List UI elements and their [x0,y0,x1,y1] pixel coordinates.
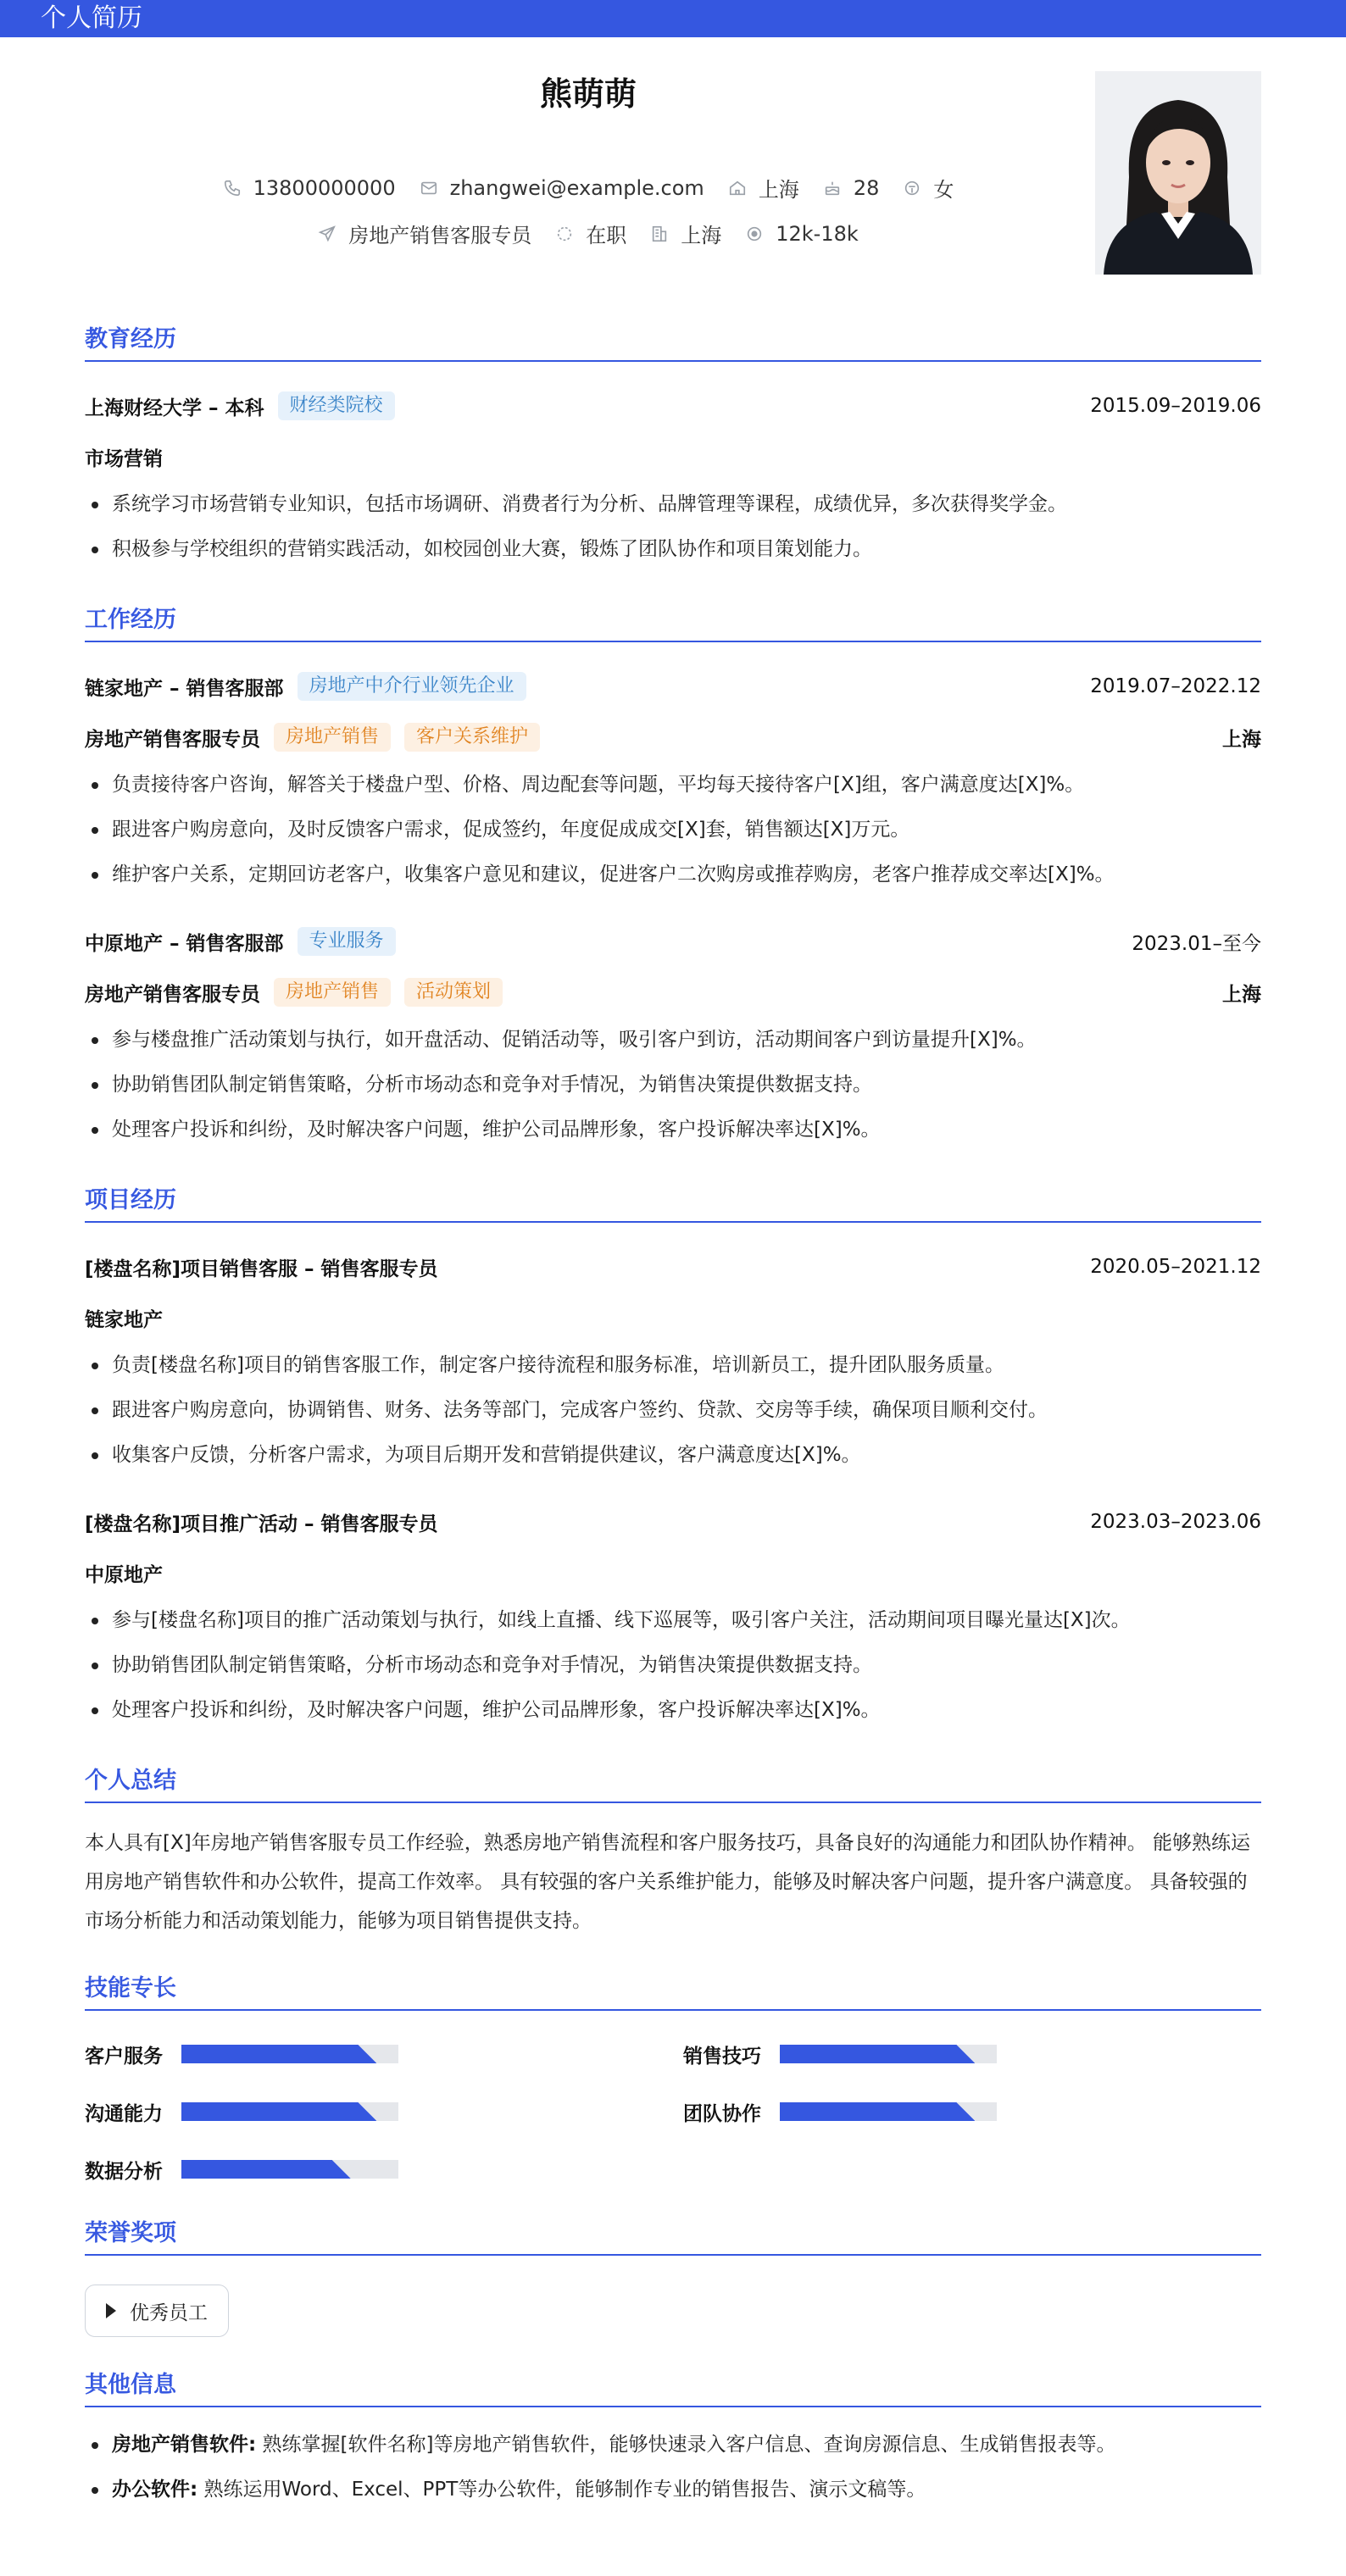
list-item: 跟进客户购房意向，协调销售、财务、法务等部门，完成客户签约、贷款、交房等手续，确保项目顺利交付。 [85,1388,1261,1433]
project-company: 中原地产 [85,1563,163,1586]
list-item: 处理客户投诉和纠纷，及时解决客户问题，维护公司品牌形象，客户投诉解决率达[X]%。 [85,1688,1261,1733]
skill-bar [780,2102,997,2121]
position-item [318,219,531,248]
skill-tag: 房地产销售 [274,723,391,752]
skill-name: 团队协作 [683,2102,761,2125]
email-item [420,176,704,200]
other-section [85,2366,1261,2512]
skills-section [85,1969,1261,2185]
top-bar-title: 个人简历 [41,3,142,33]
list-item: 跟进客户购房意向，及时反馈客户需求，促成签约，年度促成成交[X]套，销售额达[X]万元。 [85,808,1261,852]
awards-section [85,2214,1261,2337]
contact-row [85,173,1092,203]
send-icon [318,225,336,243]
hometown-text: 上海 [758,178,799,202]
project-bullets [85,1343,1261,1478]
project-date: 2020.05–2021.12 [1090,1256,1261,1278]
skill-name: 客户服务 [85,2045,163,2068]
building-icon [650,225,669,243]
other-text: 熟练掌握[软件名称]等房地产销售软件，能够快速录入客户信息、查询房源信息、生成销售报表等。 [262,2434,1116,2456]
project-bullets [85,1598,1261,1733]
top-bar [0,0,1346,37]
education-heading: 教育经历 [85,320,1261,362]
list-item: 收集客户反馈，分析客户需求，为项目后期开发和营销提供建议，客户满意度达[X]%。 [85,1433,1261,1478]
award-label: 优秀员工 [130,2301,208,2324]
age-item [823,176,880,200]
skill-name: 销售技巧 [683,2045,761,2068]
company-tag: 房地产中介行业领先企业 [298,672,526,701]
school-tag: 财经类院校 [278,391,395,420]
project-entry-2 [85,1496,1261,1733]
candidate-name: 熊萌萌 [539,75,637,113]
list-item: 协助销售团队制定销售策略，分析市场动态和竞争对手情况，为销售决策提供数据支持。 [85,1063,1261,1108]
school-title: 上海财经大学 – 本科 [85,397,264,419]
work-entry-1 [85,661,1261,897]
work-date: 2019.07–2022.12 [1090,675,1261,697]
city-item [650,219,721,248]
list-item: 负责接待客户咨询，解答关于楼盘户型、价格、周边配套等问题，平均每天接待客户[X]组，客户满意度达[X]%。 [85,763,1261,808]
skill-name: 沟通能力 [85,2102,163,2125]
work-heading: 工作经历 [85,601,1261,642]
list-item: 处理客户投诉和纠纷，及时解决客户问题，维护公司品牌形象，客户投诉解决率达[X]%。 [85,1108,1261,1152]
role-text: 房地产销售客服专员 [85,983,260,1006]
list-item [85,2423,1261,2468]
cake-icon [823,179,842,197]
portrait-image [1095,71,1261,275]
company-title: 中原地产 – 销售客服部 [85,932,284,955]
status-item [555,219,626,248]
work-section [85,601,1261,1152]
skill-fill [181,2102,376,2121]
skills-heading: 技能专长 [85,1969,1261,2011]
gender-item [903,173,954,203]
other-bullets [85,2423,1261,2512]
skill-tag: 活动策划 [404,978,503,1007]
education-bullets [85,482,1261,572]
project-company: 链家地产 [85,1308,163,1331]
education-entry [85,380,1261,572]
list-item: 维护客户关系，定期回访老客户，收集客户意见和建议，促进客户二次购房或推荐购房，老客户推荐成交率达[X]%。 [85,852,1261,897]
skill-fill [780,2102,975,2121]
skill-bar [181,2102,398,2121]
skill-tag: 客户关系维护 [404,723,540,752]
status-text: 在职 [586,224,627,247]
summary-heading: 个人总结 [85,1762,1261,1803]
other-heading: 其他信息 [85,2366,1261,2407]
major-text: 市场营销 [85,447,163,470]
resume-header [85,37,1261,291]
work-date: 2023.01–至今 [1132,932,1261,955]
other-text: 熟练运用Word、Excel、PPT等办公软件，能够制作专业的销售报告、演示文稿等。 [203,2479,926,2501]
other-label: 房地产销售软件: [112,2434,257,2456]
skill-item [683,2096,1282,2128]
skill-bar [181,2160,398,2179]
project-title: [楼盘名称]项目推广活动 – 销售客服专员 [85,1513,438,1535]
project-date: 2023.03–2023.06 [1090,1511,1261,1533]
skill-item [85,2096,683,2128]
project-title: [楼盘名称]项目销售客服 – 销售客服专员 [85,1257,438,1280]
position-text: 房地产销售客服专员 [348,224,532,247]
skills-grid [85,2038,1261,2185]
education-section [85,320,1261,572]
company-tag: 专业服务 [298,927,396,956]
skill-item [85,2153,683,2185]
phone-item [223,176,396,200]
skill-name: 数据分析 [85,2160,163,2183]
age-text: 28 [853,175,880,200]
play-icon [106,2303,116,2318]
other-label: 办公软件: [112,2479,198,2501]
skill-tag: 房地产销售 [274,978,391,1007]
email-text: zhangwei@example.com [449,175,704,200]
summary-text: 本人具有[X]年房地产销售客服专员工作经验，熟悉房地产销售流程和客户服务技巧，具备良好的沟通能力和团队协作精神。 能够熟练运用房地产销售软件和办公软件，提高工作效率。 具有较强的客户关系维护能力，能够及时解决客户问题，提升客户满意度。 具备较强的市场分析能力和活动策划能力，能够为项目销售提供支持。 [85,1832,1251,1932]
summary-section [85,1762,1261,1940]
salary-text: 12k-18k [776,221,859,246]
project-section [85,1181,1261,1733]
project-heading: 项目经历 [85,1181,1261,1223]
resume-page [0,37,1346,2512]
phone-text: 13800000000 [253,175,396,200]
skill-item [683,2038,1282,2070]
skill-bar [181,2045,398,2063]
list-item: 参与楼盘推广活动策划与执行，如开盘活动、促销活动等，吸引客户到访，活动期间客户到访量提升[X]%。 [85,1018,1261,1063]
salary-icon [745,225,764,243]
skill-fill [181,2160,351,2179]
list-item [85,2468,1261,2512]
work-entry-2 [85,916,1261,1152]
salary-item [745,222,859,246]
hometown-item [728,173,799,203]
skill-item [85,2038,683,2070]
gender-text: 女 [933,178,954,202]
list-item: 系统学习市场营销专业知识，包括市场调研、消费者行为分析、品牌管理等课程，成绩优异，多次获得奖学金。 [85,482,1261,527]
skill-fill [780,2045,975,2063]
award-chip[interactable] [85,2285,229,2337]
skill-bar [780,2045,997,2063]
list-item: 积极参与学校组织的营销实践活动，如校园创业大赛，锻炼了团队协作和项目策划能力。 [85,527,1261,572]
gender-icon [903,179,921,197]
role-text: 房地产销售客服专员 [85,728,260,751]
list-item: 协助销售团队制定销售策略，分析市场动态和竞争对手情况，为销售决策提供数据支持。 [85,1643,1261,1688]
job-intent-row [85,219,1092,248]
work-location: 上海 [1222,983,1261,1006]
status-icon [555,225,574,243]
home-icon [728,179,747,197]
profile-photo [1095,71,1261,275]
work-bullets [85,763,1261,897]
education-date: 2015.09–2019.06 [1090,395,1261,417]
project-entry-1 [85,1241,1261,1478]
company-title: 链家地产 – 销售客服部 [85,677,284,700]
work-bullets [85,1018,1261,1152]
mail-icon [420,179,438,197]
list-item: 参与[楼盘名称]项目的推广活动策划与执行，如线上直播、线下巡展等，吸引客户关注，活动期间项目曝光量达[X]次。 [85,1598,1261,1643]
awards-heading: 荣誉奖项 [85,2214,1261,2256]
list-item: 负责[楼盘名称]项目的销售客服工作，制定客户接待流程和服务标准，培训新员工，提升团队服务质量。 [85,1343,1261,1388]
skill-fill [181,2045,376,2063]
phone-icon [223,179,242,197]
city-text: 上海 [681,224,722,247]
work-location: 上海 [1222,728,1261,751]
